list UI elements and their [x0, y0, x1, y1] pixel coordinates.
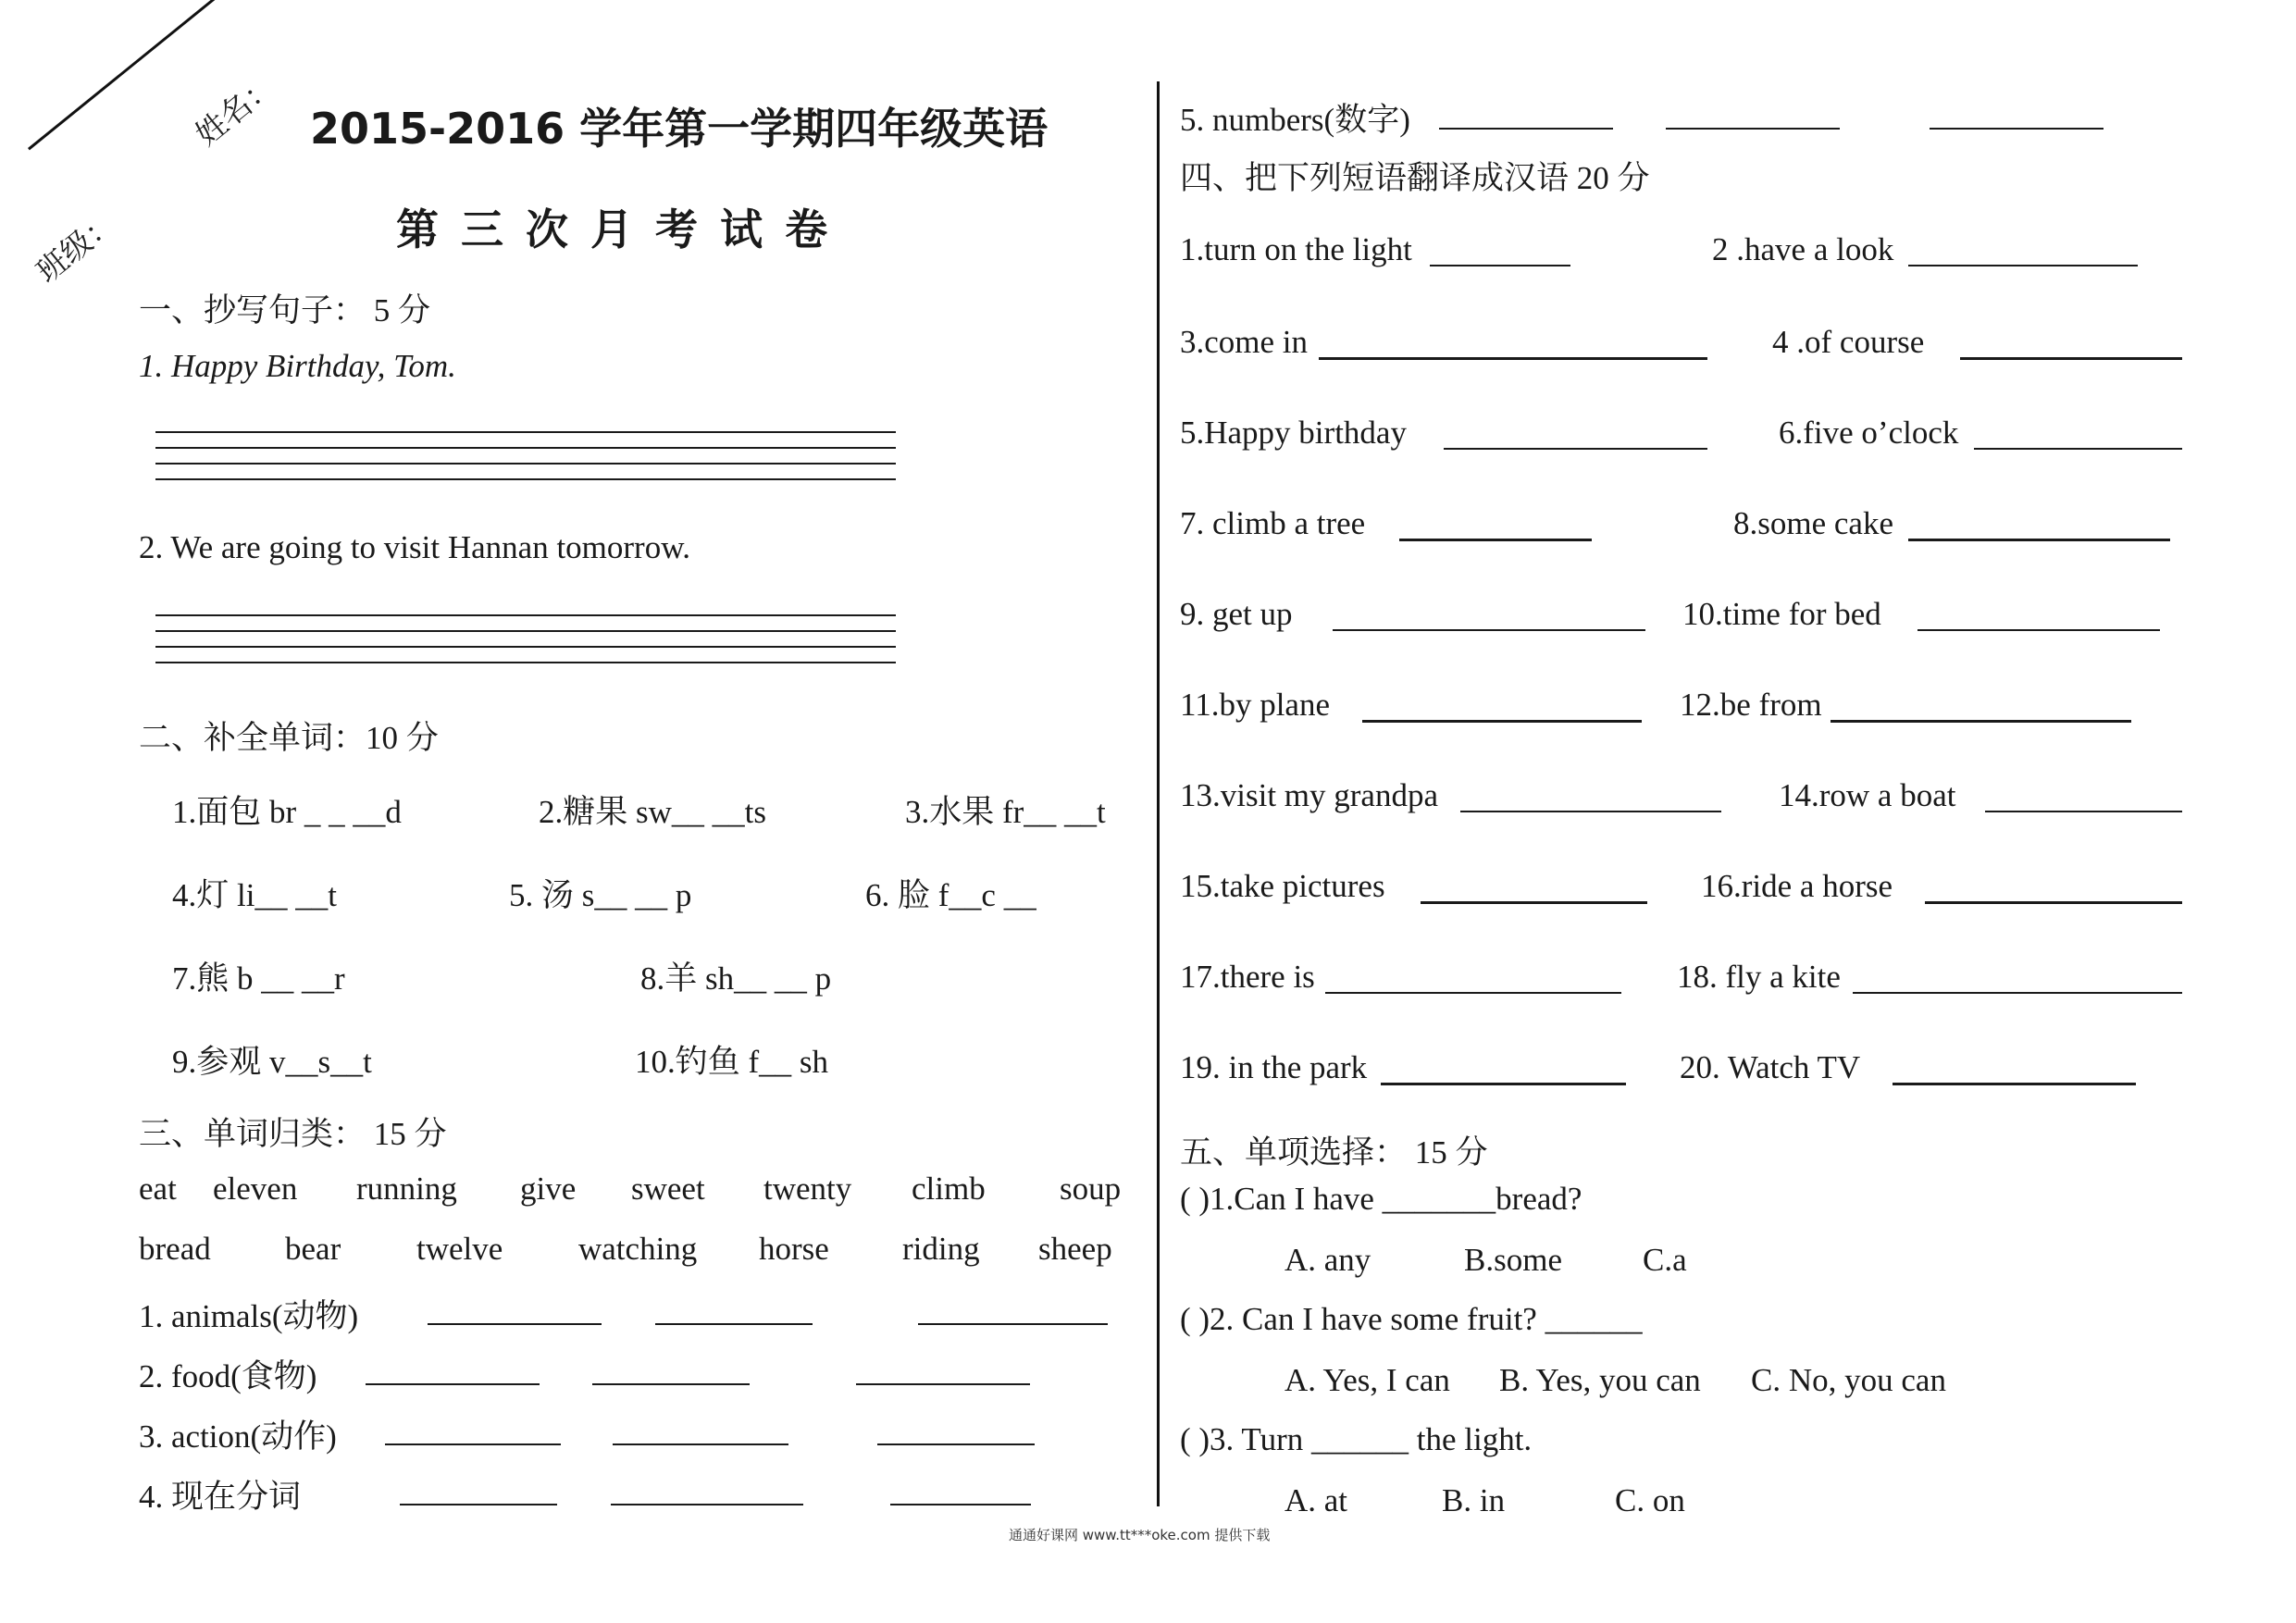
binding-line [28, 0, 331, 150]
phrase-item: 12.be from [1680, 687, 1822, 723]
mc-option[interactable]: B.some [1464, 1242, 1562, 1278]
answer-blank[interactable] [1930, 128, 2104, 130]
mc-question-1: ( )1.Can I have _______bread? [1180, 1181, 1582, 1217]
mc-question-3: ( )3. Turn ______ the light. [1180, 1421, 1533, 1457]
answer-blank[interactable] [385, 1443, 561, 1445]
mc-question-2: ( )2. Can I have some fruit? ______ [1180, 1301, 1643, 1337]
word-item: 7.熊 b __ __r [172, 960, 345, 997]
answer-blank[interactable] [1853, 992, 2182, 994]
class-label: 班级： [29, 204, 124, 290]
answer-blank[interactable] [1960, 357, 2182, 360]
copy-sentence-1: 1. Happy Birthday, Tom. [139, 348, 456, 384]
answer-blank[interactable] [1908, 539, 2170, 541]
word-item: 10.钓鱼 f__ sh [635, 1044, 829, 1080]
phrase-item: 14.row a boat [1779, 777, 1956, 813]
mc-option[interactable]: B. Yes, you can [1499, 1362, 1701, 1398]
answer-blank[interactable] [1362, 720, 1642, 723]
phrase-item: 3.come in [1180, 324, 1309, 360]
name-label: 姓名： [188, 67, 283, 153]
section4-heading: 四、把下列短语翻译成汉语 20 分 [1180, 160, 1650, 196]
answer-blank[interactable] [1381, 1083, 1626, 1085]
answer-blank[interactable] [1421, 901, 1647, 904]
phrase-item: 9. get up [1180, 596, 1293, 632]
phrase-item: 5.Happy birthday [1180, 415, 1407, 451]
phrase-item: 11.by plane [1180, 687, 1330, 723]
word-item: 5. 汤 s__ __ p [509, 877, 692, 913]
word-bank-word: watching [578, 1231, 698, 1267]
word-item: 3.水果 fr__ __t [905, 794, 1106, 830]
word-bank-word: bread [139, 1231, 211, 1267]
word-bank-word: climb [912, 1171, 986, 1207]
phrase-item: 18. fly a kite [1677, 959, 1841, 995]
category-numbers: 5. numbers(数字) [1180, 102, 1410, 138]
category-participle: 4. 现在分词 [139, 1479, 302, 1515]
column-divider [1157, 81, 1160, 1506]
answer-blank[interactable] [400, 1504, 557, 1505]
answer-blank[interactable] [1925, 901, 2182, 904]
answer-blank[interactable] [1399, 539, 1592, 541]
word-bank-word: eat [139, 1171, 177, 1207]
mc-option[interactable]: A. any [1285, 1242, 1371, 1278]
answer-blank[interactable] [1893, 1083, 2136, 1085]
exam-subtitle: 第 三 次 月 考 试 卷 [396, 204, 832, 254]
phrase-item: 16.ride a horse [1701, 868, 1893, 904]
answer-blank[interactable] [1333, 629, 1645, 631]
mc-option[interactable]: C. No, you can [1751, 1362, 1946, 1398]
answer-blank[interactable] [1831, 720, 2131, 723]
word-bank-word: soup [1060, 1171, 1122, 1207]
answer-blank[interactable] [1974, 448, 2182, 450]
answer-blank[interactable] [1666, 128, 1840, 130]
answer-blank[interactable] [918, 1323, 1108, 1325]
word-bank-word: horse [759, 1231, 829, 1267]
word-item: 4.灯 li__ __t [172, 877, 337, 913]
section3-heading: 三、单词归类： 15 分 [139, 1116, 447, 1152]
word-bank-word: bear [285, 1231, 341, 1267]
phrase-item: 10.time for bed [1682, 596, 1881, 632]
phrase-item: 7. climb a tree [1180, 505, 1366, 541]
answer-blank[interactable] [1444, 448, 1707, 450]
answer-blank[interactable] [1439, 128, 1613, 130]
answer-blank[interactable] [1325, 992, 1621, 994]
answer-blank[interactable] [877, 1443, 1035, 1445]
word-bank-word: running [356, 1171, 457, 1207]
mc-option[interactable]: A. Yes, I can [1285, 1362, 1450, 1398]
phrase-item: 20. Watch TV [1680, 1049, 1861, 1085]
phrase-item: 8.some cake [1733, 505, 1893, 541]
section2-heading: 二、补全单词：10 分 [139, 720, 439, 756]
section1-heading: 一、抄写句子： 5 分 [139, 292, 431, 328]
answer-blank[interactable] [428, 1323, 602, 1325]
answer-blank[interactable] [1460, 811, 1721, 812]
phrase-item: 1.turn on the light [1180, 231, 1412, 267]
copy-sentence-2: 2. We are going to visit Hannan tomorrow. [139, 529, 690, 565]
word-bank-word: twelve [416, 1231, 503, 1267]
answer-blank[interactable] [613, 1443, 788, 1445]
phrase-item: 2 .have a look [1712, 231, 1894, 267]
answer-blank[interactable] [890, 1504, 1031, 1505]
word-bank-word: sheep [1038, 1231, 1112, 1267]
category-action: 3. action(动作) [139, 1419, 337, 1455]
phrase-item: 17.there is [1180, 959, 1315, 995]
phrase-item: 19. in the park [1180, 1049, 1368, 1085]
mc-option[interactable]: C. on [1615, 1482, 1685, 1518]
answer-blank[interactable] [592, 1383, 750, 1385]
phrase-item: 13.visit my grandpa [1180, 777, 1438, 813]
answer-blank[interactable] [655, 1323, 813, 1325]
word-item: 8.羊 sh__ __ p [640, 960, 832, 997]
word-item: 2.糖果 sw__ __ts [539, 794, 766, 830]
word-bank-word: give [520, 1171, 577, 1207]
phrase-item: 6.five o’clock [1779, 415, 1959, 451]
answer-blank[interactable] [1319, 357, 1707, 360]
category-food: 2. food(食物) [139, 1358, 317, 1394]
phrase-item: 4 .of course [1772, 324, 1925, 360]
answer-blank[interactable] [1430, 265, 1570, 266]
mc-option[interactable]: A. at [1285, 1482, 1348, 1518]
answer-blank[interactable] [1917, 629, 2160, 631]
word-bank-word: sweet [631, 1171, 705, 1207]
phrase-item: 15.take pictures [1180, 868, 1385, 904]
answer-blank[interactable] [611, 1504, 803, 1505]
word-bank-word: riding [902, 1231, 980, 1267]
word-item: 1.面包 br _ _ __d [172, 794, 402, 830]
mc-option[interactable]: C.a [1643, 1242, 1687, 1278]
word-item: 6. 脸 f__c __ [865, 877, 1036, 913]
answer-blank[interactable] [1908, 265, 2138, 266]
answer-blank[interactable] [856, 1383, 1030, 1385]
category-animals: 1. animals(动物) [139, 1298, 359, 1334]
exam-title: 2015-2016 学年第一学期四年级英语 [310, 104, 1049, 154]
word-bank-word: eleven [213, 1171, 298, 1207]
section5-heading: 五、单项选择： 15 分 [1180, 1134, 1488, 1171]
word-bank-word: twenty [763, 1171, 852, 1207]
footer-credit: 通通好课网 www.tt***oke.com 提供下载 [1009, 1527, 1271, 1543]
word-item: 9.参观 v__s__t [172, 1044, 372, 1080]
answer-blank[interactable] [366, 1383, 540, 1385]
answer-blank[interactable] [1985, 811, 2182, 812]
mc-option[interactable]: B. in [1442, 1482, 1506, 1518]
